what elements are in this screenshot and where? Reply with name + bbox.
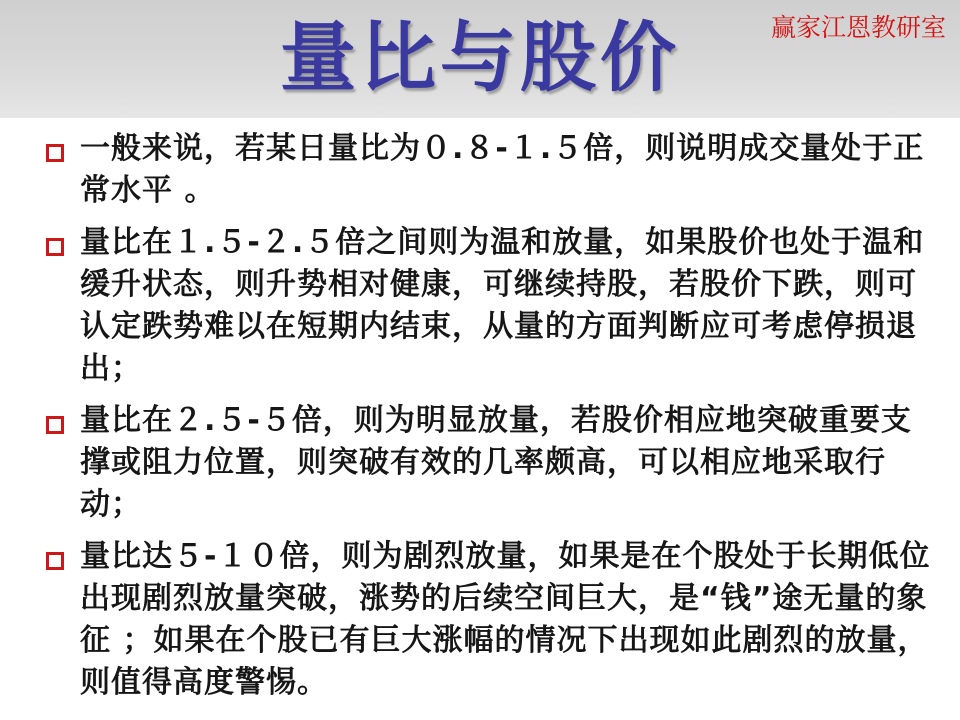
bullet-text: 量比在２.５-５倍，则为明显放量，若股价相应地突破重要支撑或阻力位置，则突破有效的几率颇高，可以相应地采取行动；	[80, 403, 912, 522]
bullet-item	[42, 536, 932, 704]
square-bullet-icon	[46, 144, 64, 162]
square-bullet-icon	[46, 552, 64, 570]
bullet-item	[42, 400, 932, 526]
bullet-list	[42, 128, 932, 714]
slide-title: 量比与股价	[280, 13, 680, 102]
bullet-text: 量比达５-１０倍，则为剧烈放量，如果是在个股处于长期低位出现剧烈放量突破，涨势的后续空间巨大，是“钱”途无量的象征 ；如果在个股已有巨大涨幅的情况下出现如此剧烈的放量，则值得高度警惕。	[80, 539, 931, 700]
bullet-text: 一般来说，若某日量比为０.８-１.５倍，则说明成交量处于正常水平 。	[80, 131, 925, 208]
brand-label: 赢家江恩教研室	[770, 13, 946, 42]
bullet-text: 量比在１.５-２.５倍之间则为温和放量，如果股价也处于温和缓升状态，则升势相对健康，可继续持股，若股价下跌，则可认定跌势难以在短期内结束，从量的方面判断应可考虑停损退出；	[80, 225, 925, 386]
bullet-item	[42, 222, 932, 390]
square-bullet-icon	[46, 238, 64, 256]
bullet-item	[42, 128, 932, 212]
square-bullet-icon	[46, 416, 64, 434]
